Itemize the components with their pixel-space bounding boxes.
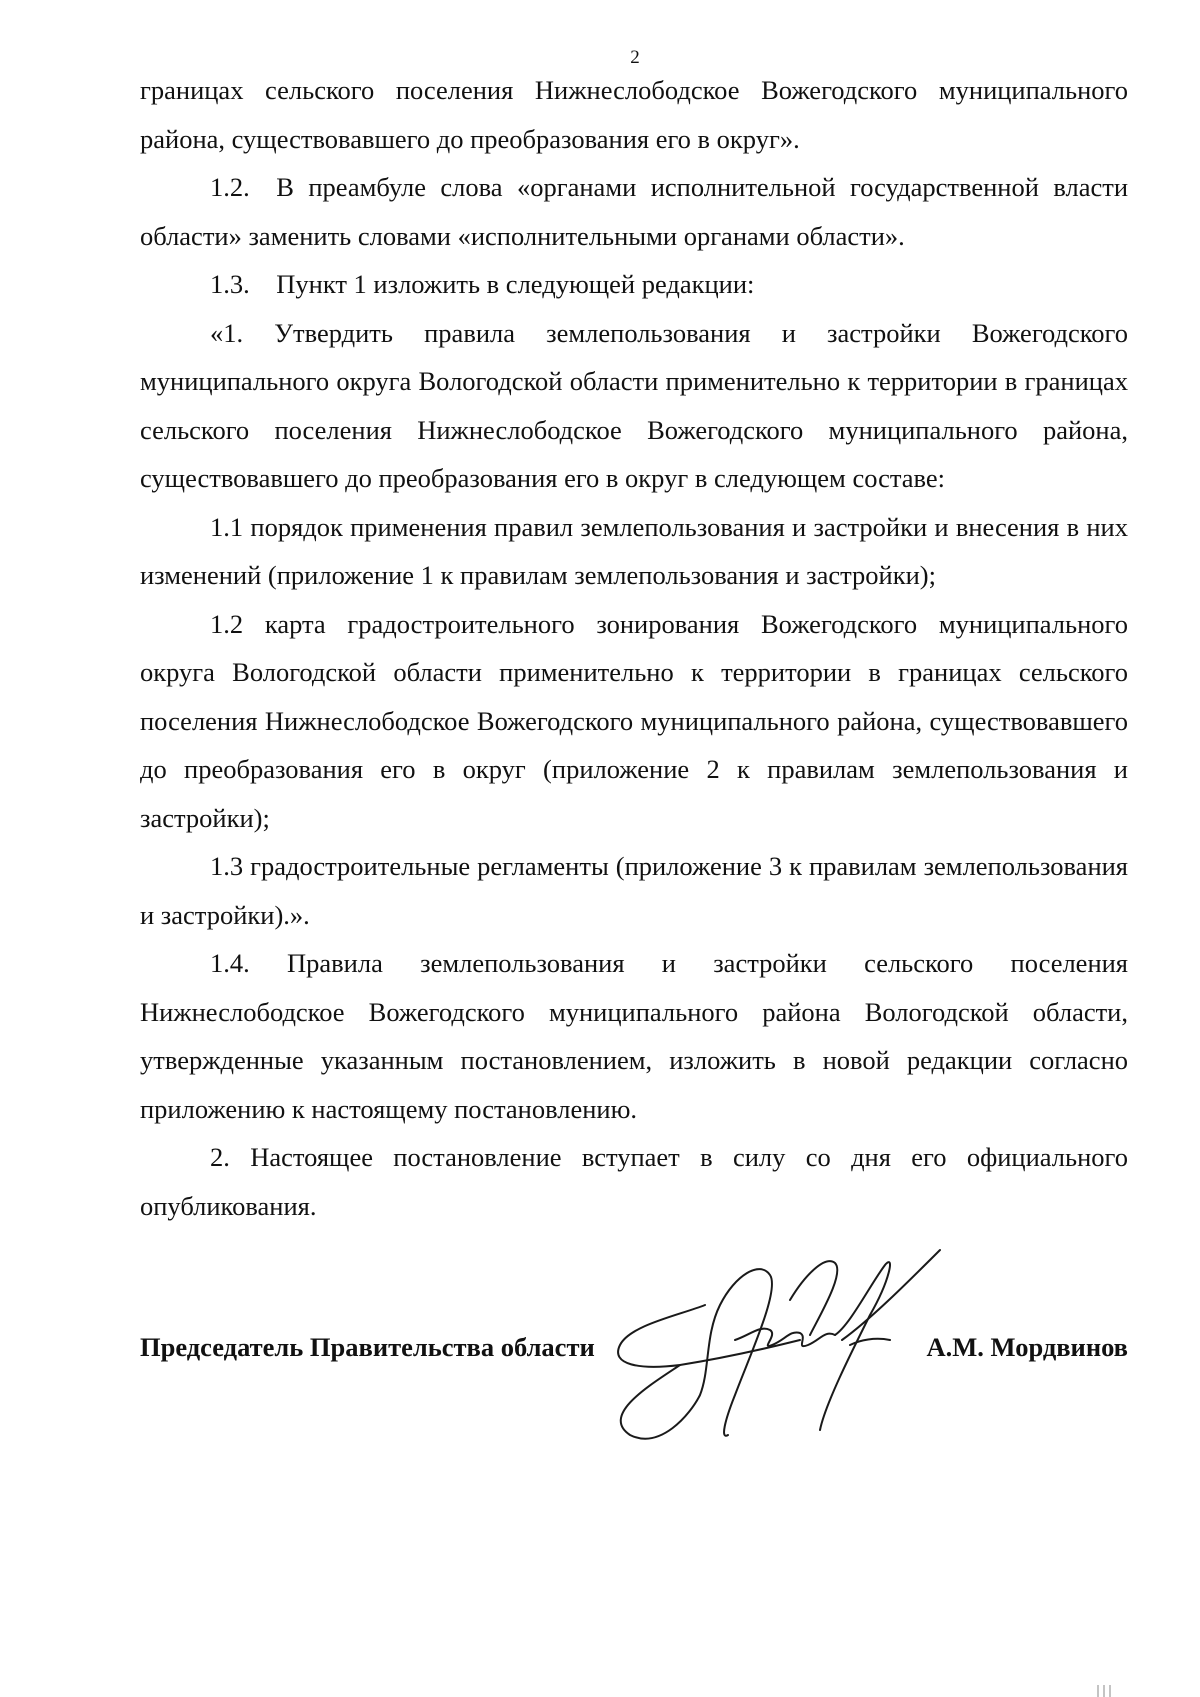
signatory-name: А.М. Мордвинов <box>926 1332 1128 1362</box>
paragraph-2: 2. Настоящее постановление вступает в силу со дня его официального опубликования. <box>140 1142 1128 1221</box>
paragraph-1-2-sub: 1.2 карта градостроительного зонирования Вожегодского муниципального округа Вологодской области применительно к территории в границах сельского поселения Нижнеслободское Вожегодского муниципального района, существовавшего до преобразования его в округ (приложение 2 к правилам землепользования и застройки); <box>140 608 1128 833</box>
document-body <box>140 66 1128 1230</box>
paragraph-1-4: 1.4. Правила землепользования и застройки сельского поселения Нижнеслободское Вожегодского муниципального района Вологодской области, утвержденные указанным постановлением, изложить в новой редакции согласно приложению к настоящему постановлению. <box>140 948 1128 1124</box>
paragraph-quote-1: «1. Утвердить правила землепользования и застройки Вожегодского муниципального округа Вологодской области применительно к территории в границах сельского поселения Нижнеслободское Вожегодского муниципального района, существовавшего до преобразования его в округ в следующем составе: <box>140 317 1128 493</box>
page-number: 2 <box>630 47 640 68</box>
paragraph-continuation: границах сельского поселения Нижнеслободское Вожегодского муниципального района, существовавшего до преобразования его в округ». <box>140 75 1128 154</box>
signature-block <box>140 1320 1128 1380</box>
paragraph-1-2: 1.2. В преамбуле слова «органами исполнительной государственной власти области» заменить словами «исполнительными органами области». <box>140 172 1128 251</box>
signatory-position: Председатель Правительства области <box>140 1332 595 1362</box>
paragraph-1-3: 1.3. Пункт 1 изложить в следующей редакции: <box>210 269 755 299</box>
scan-artifact-mark <box>1094 1683 1118 1697</box>
paragraph-1-3-sub: 1.3 градостроительные регламенты (приложение 3 к правилам землепользования и застройки).». <box>140 851 1128 930</box>
paragraph-1-1-sub: 1.1 порядок применения правил землепользования и застройки и внесения в них изменений (приложение 1 к правилам землепользования и застройки); <box>140 511 1128 590</box>
